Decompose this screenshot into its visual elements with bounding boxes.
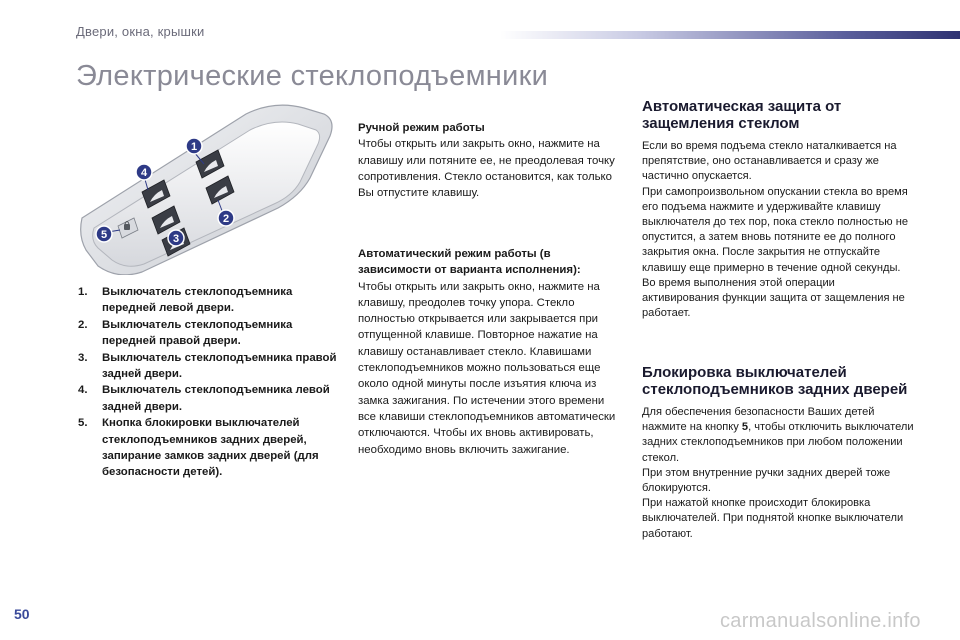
svg-text:5: 5 — [100, 229, 108, 241]
window-switch-panel-illustration — [78, 100, 340, 275]
callout-badge-5 — [96, 226, 112, 242]
manual-mode-title: Ручной режим работы — [358, 122, 485, 134]
rear-lock-text: Для обеспечения безопасности Ваших детей нажмите на кнопку 5, чтобы отключить выключатели задних стеклоподъемников при любом положении стекол. При этом внутренние ручки задних дверей тоже блокируются. При нажатой кнопке происходит блокировка выключателей. При поднятой кнопке выключатели работают. — [642, 406, 914, 540]
switch-legend-list — [78, 284, 340, 481]
auto-mode-title: Автоматический режим работы (в зависимости от варианта исполнения): — [358, 248, 581, 277]
callout-badge-4 — [136, 164, 152, 180]
svg-text:1: 1 — [190, 141, 198, 153]
svg-text:4: 4 — [140, 167, 148, 179]
callout-badge-3 — [168, 230, 184, 246]
section-header: Двери, окна, крышки — [76, 24, 205, 39]
callout-badge-2 — [218, 210, 234, 226]
callout-badge-1 — [186, 138, 202, 154]
rear-lock-section — [642, 364, 914, 542]
list-item: 3. Выключатель стеклоподъемника правой задней двери. — [78, 351, 337, 381]
svg-text:3: 3 — [172, 233, 180, 245]
svg-text:2: 2 — [222, 213, 230, 225]
list-item: 1. Выключатель стеклоподъемника передней левой двери. — [78, 286, 293, 315]
rear-lock-heading: Блокировка выключателей стеклоподъемников задних дверей — [642, 364, 908, 398]
anti-pinch-text: Если во время подъема стекло наталкивается на препятствие, оно останавливается и сразу же частично опускается. При самопроизвольном опускании стекла во время его подъема нажмите и удерживайте клавишу выключателя до тех пор, пока стекло полностью не опустится, а затем вновь потяните ее до полного закрытия окна. После закрытия не отпускайте клавишу еще примерно в течение одной секунды. Во время выполнения этой операции активирования функции защита от защемления не работает. — [642, 140, 909, 320]
manual-mode-section — [358, 120, 622, 201]
list-item: 2. Выключатель стеклоподъемника передней правой двери. — [78, 318, 293, 348]
manual-mode-text: Чтобы открыть или закрыть окно, нажмите на клавишу или потяните ее, не преодолевая точку сопротивления. Стекло остановится, как только Вы отпустите клавишу. — [358, 138, 615, 200]
anti-pinch-section — [642, 98, 914, 321]
watermark: carmanualsonline.info — [720, 610, 921, 632]
list-item: 5. Кнопка блокировки выключателей стеклоподъемников задних дверей, запирание замков задних дверей (для безопасности детей). — [78, 417, 319, 479]
list-item: 4. Выключатель стеклоподъемника левой задней двери. — [78, 384, 330, 413]
auto-mode-section — [358, 246, 622, 458]
page-title: Электрические стеклоподъемники — [76, 60, 549, 92]
auto-mode-text: Чтобы открыть или закрыть окно, нажмите на клавишу, преодолев точку упора. Стекло полностью открывается или закрывается при отпущенной клавише. Повторное нажатие на клавишу останавливает стекло. Клавишами стеклоподъемников можно пользоваться еще около одной минуты после изъятия ключа из замка зажигания. По истечении этого времени все клавиши стеклоподъемников автоматически отключаются. Чтобы их вновь активировать, необходимо вновь включить зажигание. — [358, 280, 616, 456]
anti-pinch-heading: Автоматическая защита от защемления стеклом — [642, 98, 842, 132]
header-gradient-bar — [500, 31, 960, 39]
page-number: 50 — [14, 606, 30, 622]
